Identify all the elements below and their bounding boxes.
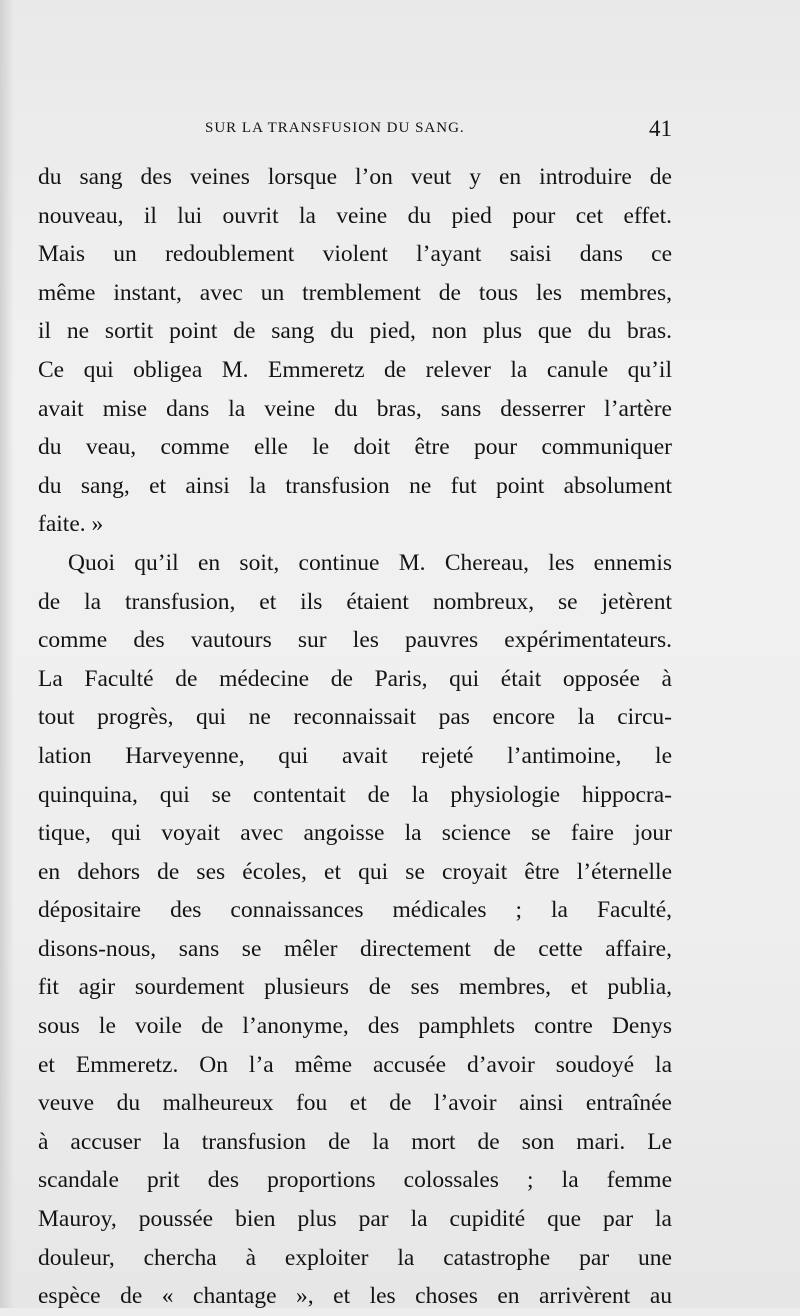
text-line: La Faculté de médecine de Paris, qui était opposée à bbox=[38, 665, 672, 692]
text-line: comme des vautours sur les pauvres expérimentateurs. bbox=[38, 627, 672, 654]
text-line: douleur, chercha à exploiter la catastrophe par une bbox=[38, 1244, 672, 1271]
page-header bbox=[36, 116, 672, 146]
text-line: lation Harveyenne, qui avait rejeté l’antimoine, le bbox=[38, 742, 672, 769]
text-line: et Emmeretz. On l’a même accusée d’avoir soudoyé la bbox=[38, 1051, 672, 1078]
text-line: tout progrès, qui ne reconnaissait pas encore la circu- bbox=[38, 704, 672, 731]
paragraph-first-line: Quoi qu’il en soit, continue M. Chereau, les ennemis bbox=[68, 549, 672, 576]
text-line: sous le voile de l’anonyme, des pamphlets contre Denys bbox=[38, 1013, 672, 1040]
text-line: de la transfusion, et ils étaient nombreux, se jetèrent bbox=[38, 588, 672, 615]
page-edge-shadow bbox=[0, 0, 14, 1308]
text-line: tique, qui voyait avec angoisse la science se faire jour bbox=[38, 820, 672, 847]
page-number: 41 bbox=[649, 116, 672, 141]
text-line: Mauroy, poussée bien plus par la cupidité que par la bbox=[38, 1206, 672, 1233]
text-line: à accuser la transfusion de la mort de son mari. Le bbox=[38, 1128, 672, 1155]
text-line: en dehors de ses écoles, et qui se croyait être l’éternelle bbox=[38, 858, 672, 885]
text-line: Ce qui obligea M. Emmeretz de relever la canule qu’il bbox=[38, 356, 672, 383]
text-line: faite. » bbox=[38, 511, 104, 538]
text-line: du sang, et ainsi la transfusion ne fut point absolument bbox=[38, 472, 672, 499]
text-line: du veau, comme elle le doit être pour communiquer bbox=[38, 434, 672, 461]
text-line: Mais un redoublement violent l’ayant saisi dans ce bbox=[38, 241, 672, 268]
text-line: espèce de « chantage », et les choses en arrivèrent au bbox=[38, 1283, 672, 1310]
text-line: du sang des veines lorsque l’on veut y en introduire de bbox=[38, 164, 672, 190]
body-text bbox=[38, 158, 672, 1316]
text-line: veuve du malheureux fou et de l’avoir ainsi entraînée bbox=[38, 1090, 672, 1117]
text-line: il ne sortit point de sang du pied, non plus que du bras. bbox=[38, 318, 672, 345]
text-line: même instant, avec un tremblement de tous les membres, bbox=[38, 279, 672, 306]
running-title: SUR LA TRANSFUSION DU SANG. bbox=[205, 120, 465, 136]
text-line: dépositaire des connaissances médicales ; la Faculté, bbox=[38, 897, 672, 924]
text-line: avait mise dans la veine du bras, sans desserrer l’artère bbox=[38, 395, 672, 422]
text-line: nouveau, il lui ouvrit la veine du pied pour cet effet. bbox=[38, 202, 672, 229]
text-line: quinquina, qui se contentait de la physiologie hippocra- bbox=[38, 781, 672, 808]
text-line: disons-nous, sans se mêler directement de cette affaire, bbox=[38, 935, 672, 962]
text-line: scandale prit des proportions colossales ; la femme bbox=[38, 1167, 672, 1194]
text-line: fit agir sourdement plusieurs de ses membres, et publia, bbox=[38, 974, 672, 1001]
